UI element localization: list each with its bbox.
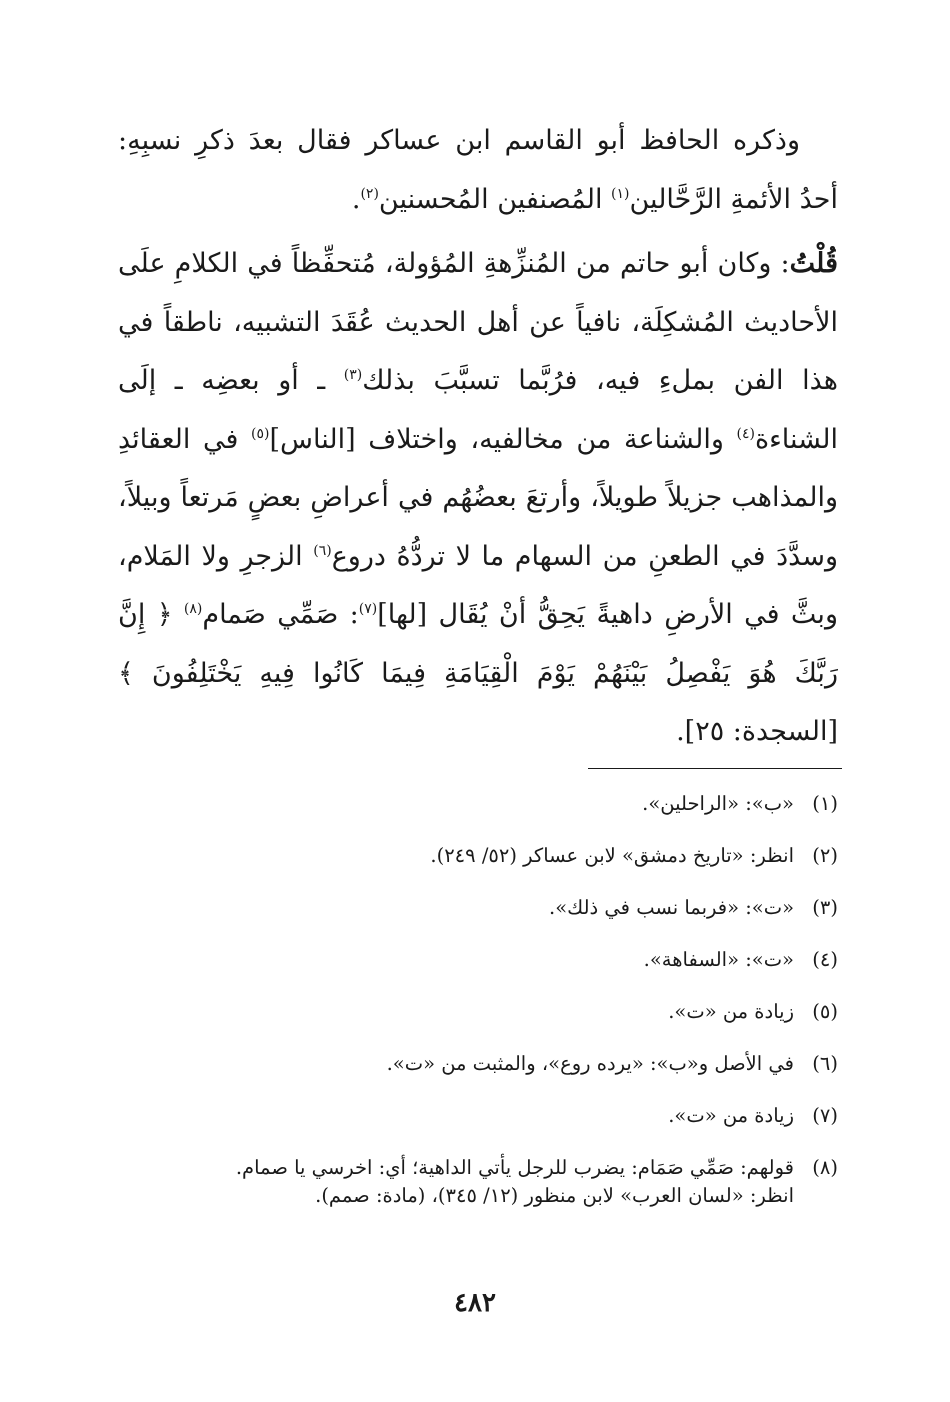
- footnote-item: [128, 842, 838, 872]
- footnote-ref-4[interactable]: (٤): [736, 425, 755, 442]
- paragraph-2-text-d: في العقائدِ والمذاهب جزيلاً طويلاً، وأرتعَ بعضُهُم في أعراضِ بعضٍ مَرتعاً وبيلاً، وسدَّدَ في الطعنِ من السهام ما لا تردُّهُ دروع: [118, 423, 838, 572]
- paragraph-2: [118, 235, 838, 762]
- footnote-ref-6[interactable]: (٦): [313, 542, 332, 559]
- footnote-text: [128, 1154, 794, 1210]
- footnote-number: (٨): [812, 1156, 838, 1179]
- main-text: [118, 112, 838, 762]
- footnote-ref-1[interactable]: (١): [611, 185, 630, 202]
- footnote-text: [128, 894, 794, 922]
- paragraph-1: [118, 112, 838, 229]
- paragraph-2-text-f: : صَمِّي صَمام: [202, 599, 359, 630]
- footnote-line: زيادة من «ت».: [668, 1000, 794, 1023]
- footnote-line: «ت»: «السفاهة».: [643, 948, 794, 971]
- footnote-item: [128, 1154, 838, 1210]
- footnote-item: [128, 998, 838, 1028]
- footnote-line: «ت»: «فربما نسب في ذلك».: [549, 896, 794, 919]
- footnote-ref-3[interactable]: (٣): [343, 367, 363, 383]
- paragraph-2-text-a: : وكان أبو حاتم من المُنزِّهةِ المُؤولة، مُتحفِّظاً في الكلامِ علَى الأحاديث المُشكِلَة، نافياً عن أهل الحديث عُقَدَ التشبيه، ناطقاً في هذا الفن بملءِ فيه، فرُبَّما تسبَّبَ بذلك: [118, 248, 838, 396]
- footnote-line: انظر: «لسان العرب» لابن منظور (١٢/ ٣٤٥)، (مادة: صمم).: [315, 1184, 794, 1207]
- quran-verse: ﴿ إِنَّ رَبَّكَ هُوَ يَفْصِلُ بَيْنَهُمْ يَوْمَ الْقِيَامَةِ فِيمَا كَانُوا فِيهِ يَخْتَلِفُونَ ﴾: [118, 599, 838, 689]
- footnote-ref-7[interactable]: (٧): [358, 601, 378, 617]
- footnote-text: [128, 998, 794, 1026]
- footnote-item: [128, 1050, 838, 1080]
- footnote-text: [128, 1102, 794, 1130]
- footnote-line: «ب»: «الراحلين».: [642, 792, 794, 815]
- paragraph-2-text-b: ـ أو بعضِه ـ إلَى الشناءة: [118, 365, 838, 455]
- footnote-number: (٣): [812, 896, 838, 919]
- footnote-text: [128, 842, 794, 870]
- footnote-separator: [588, 768, 842, 769]
- footnote-number: (٢): [812, 844, 838, 867]
- footnote-item: [128, 894, 838, 924]
- qult-heading: قُلْتُ: [789, 248, 838, 279]
- footnote-ref-2[interactable]: (٢): [360, 185, 379, 202]
- footnote-number: (٦): [812, 1052, 838, 1075]
- paragraph-2-text-c: والشناعة من مخالفيه، واختلاف [الناس]: [269, 423, 737, 455]
- footnote-text: [128, 946, 794, 974]
- footnotes-list: [128, 790, 838, 1210]
- paragraph-2-text-e: الزجرِ ولا المَلام، وبثَّ في الأرضِ داهيةً يَحِقُّ أنْ يُقَال [لها]: [118, 540, 838, 630]
- footnote-number: (١): [812, 792, 838, 815]
- footnote-line: في الأصل و«ب»: «يرده روع»، والمثبت من «ت».: [386, 1052, 794, 1075]
- footnote-item: [128, 790, 838, 820]
- footnote-text: [128, 790, 794, 818]
- paragraph-1-text-c: .: [351, 183, 361, 215]
- footnote-number: (٧): [812, 1104, 838, 1127]
- footnote-number: (٤): [812, 948, 838, 971]
- footnote-line: قولهم: صَمِّي صَمَام: يضرب للرجل يأتي الداهية؛ أي: اخرسي يا صمام.: [235, 1156, 794, 1179]
- paragraph-1-text-b: المُصنفين المُحسنين: [378, 183, 612, 215]
- page-number: ٤٨٢: [454, 1288, 496, 1318]
- footnote-line: انظر: «تاريخ دمشق» لابن عساكر (٥٢/ ٢٤٩).: [430, 844, 794, 867]
- footnote-item: [128, 946, 838, 976]
- verse-citation: [السجدة: ٢٥].: [676, 716, 838, 747]
- footnote-number: (٥): [812, 1000, 838, 1023]
- footnote-text: [128, 1050, 794, 1078]
- footnote-ref-5[interactable]: (٥): [251, 425, 270, 442]
- paragraph-1-text-a: وذكره الحافظ أبو القاسم ابن عساكر فقال بعدَ ذكرِ نسبِهِ: أحدُ الأئمةِ الرَّحَّالين: [118, 125, 838, 215]
- footnote-ref-8[interactable]: (٨): [183, 601, 203, 617]
- footnote-item: [128, 1102, 838, 1132]
- footnote-line: زيادة من «ت».: [668, 1104, 794, 1127]
